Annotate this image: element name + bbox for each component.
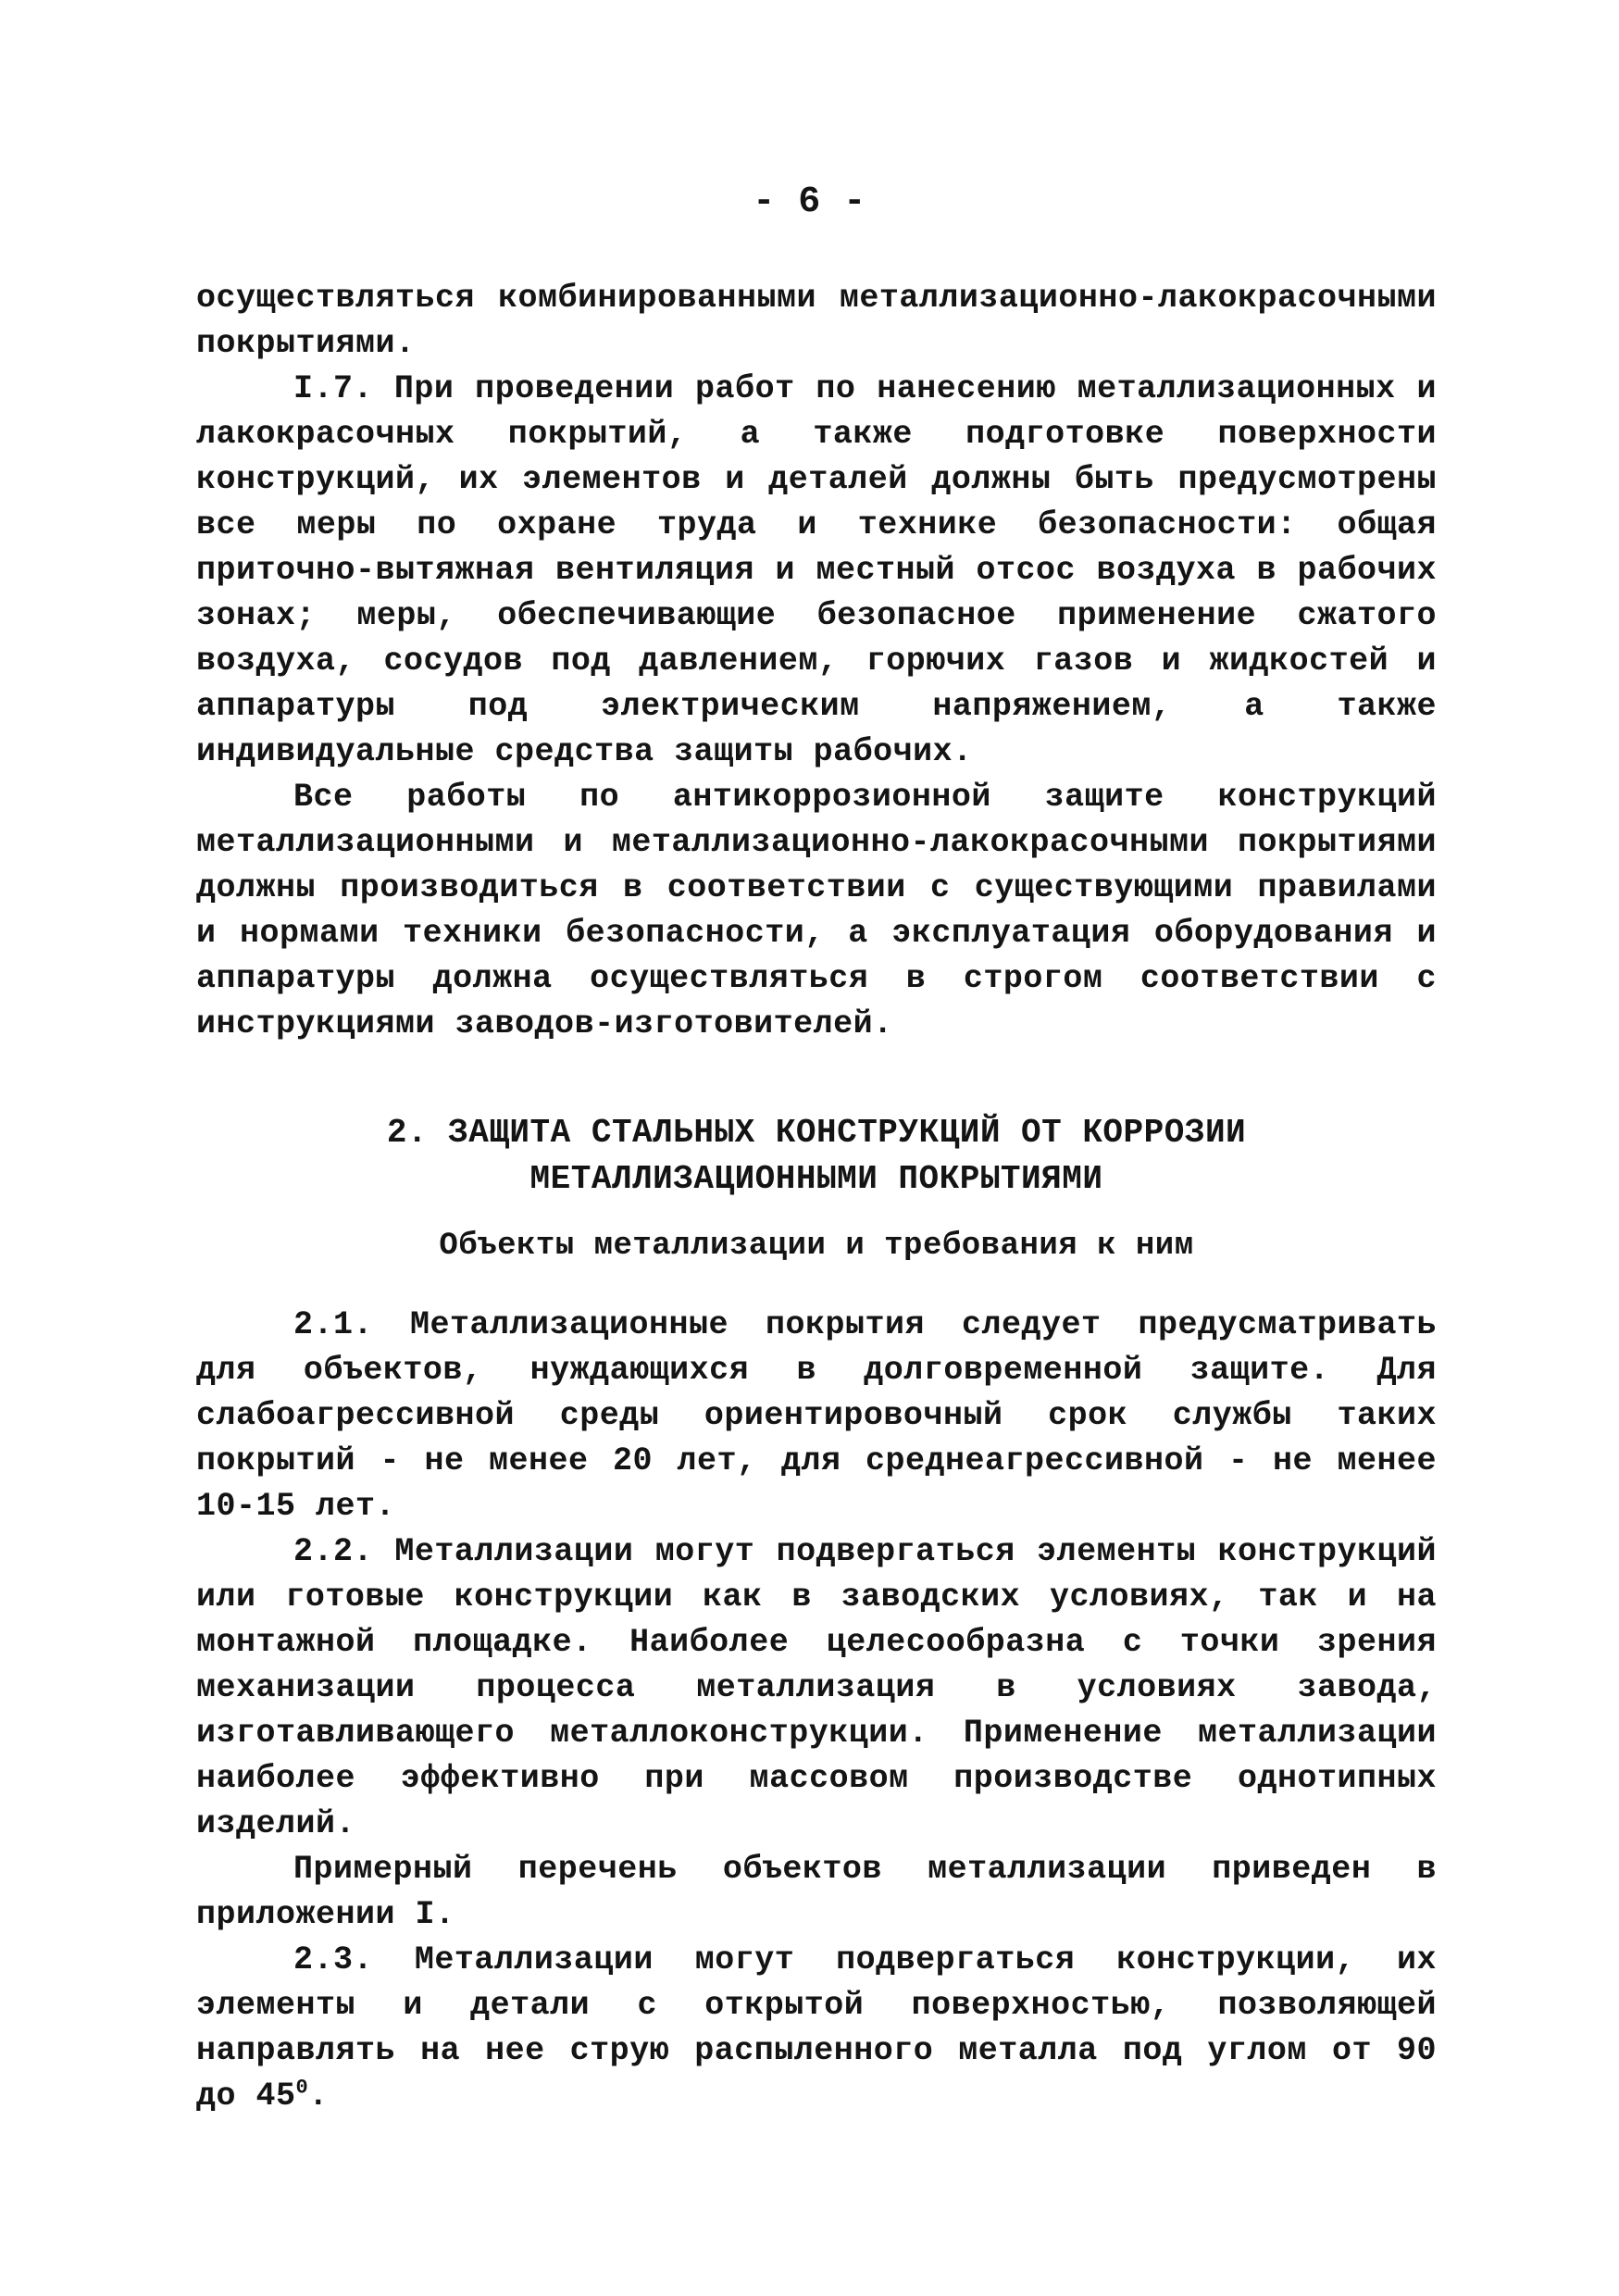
document-body <box>196 276 1437 2119</box>
paragraph-1-7: I.7. При проведении работ по нанесению металлизационных и лакокрасочных покрытий, а также подготовке поверхности конструкций, их элементов и деталей должны быть предусмотрены все меры по охране труда и технике безопасности: общая приточно-вытяжная вентиляция и местный отсос воздуха в рабочих зонах; меры, обеспечивающие безопасное применение сжатого воздуха, сосудов под давлением, горючих газов и жидкостей и аппаратуры под электрическим напряжением, а также индивидуальные средства защиты рабочих. <box>196 370 1437 770</box>
section-subtitle: Объекты металлизации и требования к ним <box>439 1229 1194 1264</box>
degree-mark: 0 <box>295 2076 309 2100</box>
page-number: - 6 - <box>753 181 866 223</box>
section-title-line-1: 2. ЗАЩИТА СТАЛЬНЫХ КОНСТРУКЦИЙ ОТ КОРРОЗИИ <box>386 1114 1247 1152</box>
paragraph-2-3-text: 2.3. Металлизации могут подвергаться конструкции, их элементы и детали с открытой поверхностью, позволяющей направлять на нее струю распыленного металла под углом от 90 до 45 <box>196 1941 1437 2115</box>
paragraph-2-1: 2.1. Металлизационные покрытия следует предусматривать для объектов, нуждающихся в долговременной защите. Для слабоагрессивной среды ориентировочный срок службы таких покрытий - не менее 20 лет, для среднеагрессивной - не менее 10-15 лет. <box>196 1306 1437 1525</box>
paragraph-continuation: осуществляться комбинированными металлизационно-лакокрасочными покрытиями. <box>196 280 1437 362</box>
paragraph-2-2: 2.2. Металлизации могут подвергаться элементы конструкций или готовые конструкции как в заводских условиях, так и на монтажной площадке. Наиболее целесообразна с точки зрения механизации процесса металлизация в условиях завода, изготавливающего металлоконструкции. Применение металлизации наиболее эффективно при массовом производстве однотипных изделий. <box>196 1533 1437 1842</box>
paragraph-safety-rules: Все работы по антикоррозионной защите конструкций металлизационными и металлизационно-лакокрасочными покрытиями должны производиться в соответствии с существующими правилами и нормами техники безопасности, а эксплуатация оборудования и аппаратуры должна осуществляться в строгом соответствии с инструкциями заводов-изготовителей. <box>196 779 1437 1042</box>
section-title-line-2: МЕТАЛЛИЗАЦИОННЫМИ ПОКРЫТИЯМИ <box>529 1160 1103 1198</box>
paragraph-appendix-ref: Примерный перечень объектов металлизации приведен в приложении I. <box>196 1851 1437 1933</box>
paragraph-2-3-end: . <box>308 2078 329 2115</box>
paragraph-2-3 <box>196 1938 1437 2119</box>
